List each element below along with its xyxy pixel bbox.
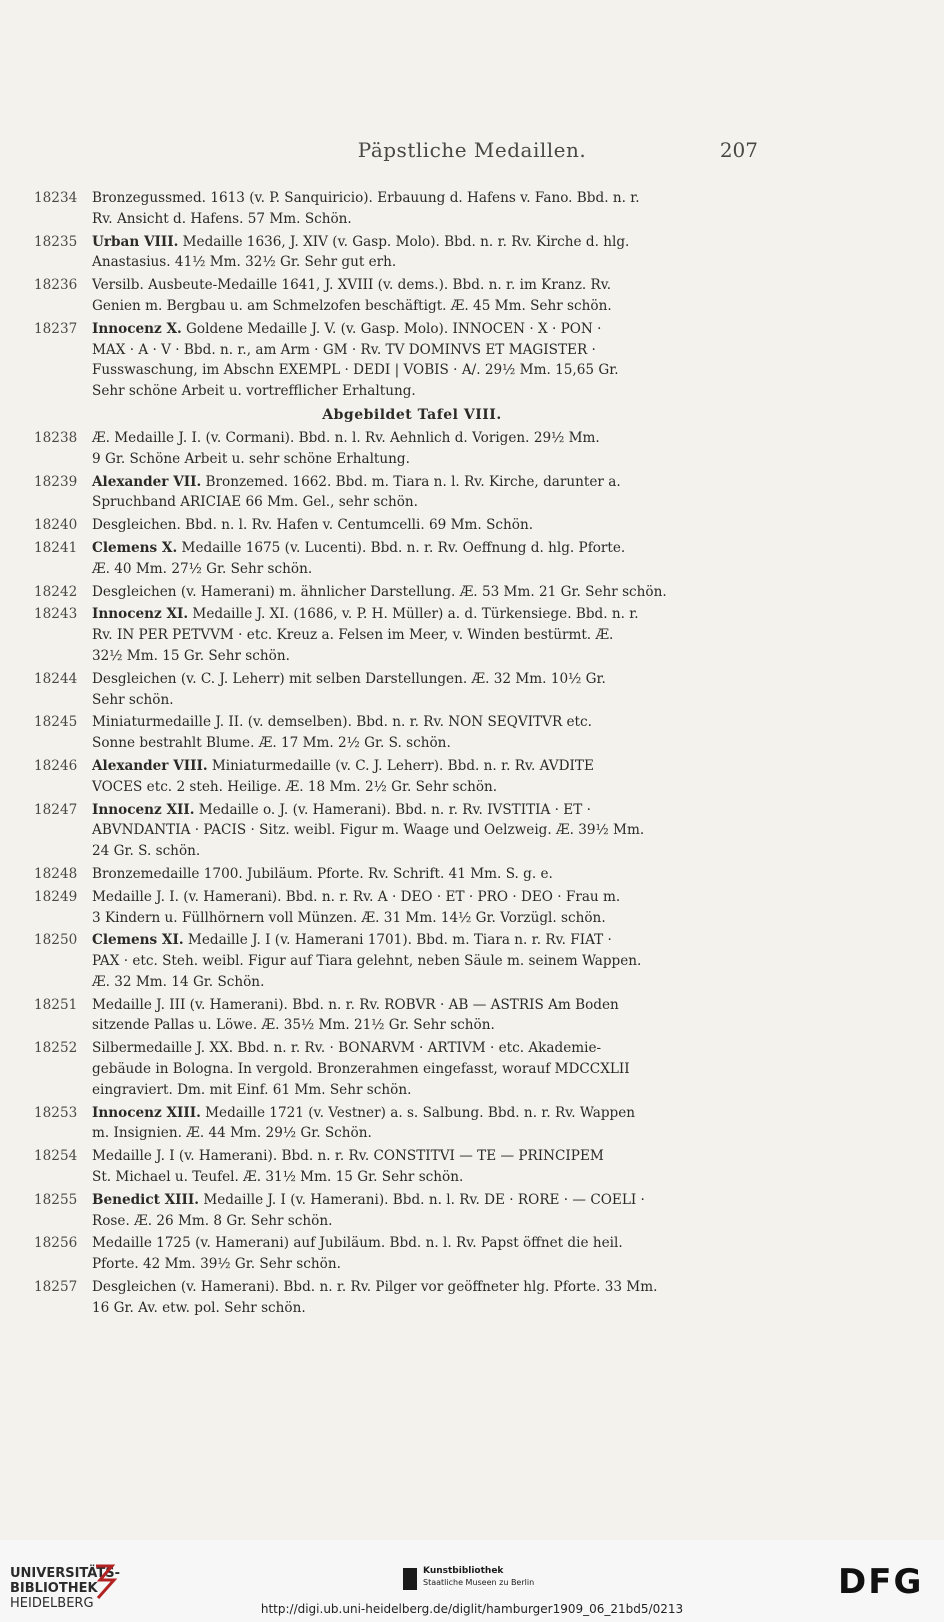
catalog-entry xyxy=(34,995,764,1037)
entry-line xyxy=(92,972,764,993)
entry-text: eingraviert. Dm. mit Einf. 61 Mm. Sehr schön. xyxy=(92,1081,412,1098)
entry-line xyxy=(92,1146,764,1167)
lot-number: 18246 xyxy=(34,757,78,774)
entry-line xyxy=(92,538,764,559)
entry-text: Sonne bestrahlt Blume. Æ. 17 Mm. 2½ Gr. S. schön. xyxy=(92,735,451,752)
lot-number: 18251 xyxy=(34,996,78,1013)
entry-text: 9 Gr. Schöne Arbeit u. sehr schöne Erhaltung. xyxy=(92,450,410,467)
lot-number: 18239 xyxy=(34,473,78,490)
page-title: Päpstliche Medaillen. xyxy=(357,138,587,162)
entry-line xyxy=(92,625,764,646)
entry-line xyxy=(92,1211,764,1232)
entry-text: Goldene Medaille J. V. (v. Gasp. Molo). INNOCEN · X · PON · xyxy=(181,320,602,337)
uni-logo-line3: HEIDELBERG xyxy=(10,1596,94,1611)
entry-line xyxy=(92,669,764,690)
kb-line2: Staatliche Museen zu Berlin xyxy=(423,1578,535,1587)
entry-line xyxy=(92,1123,764,1144)
entry-line xyxy=(92,1038,764,1059)
dfg-logo[interactable]: DFG xyxy=(838,1562,924,1602)
pope-name: Clemens XI. xyxy=(92,932,184,949)
entry-line xyxy=(92,930,764,951)
entry-line xyxy=(92,841,764,862)
entry-text: Medaille J. I (v. Hamerani). Bbd. n. l. Rv. DE · RORE · — COELI · xyxy=(199,1191,645,1208)
entry-line xyxy=(92,733,764,754)
lot-number: 18241 xyxy=(34,539,78,556)
lot-number: 18234 xyxy=(34,190,78,206)
page-header xyxy=(0,138,944,168)
entry-text: Sehr schön. xyxy=(92,691,174,708)
entry-line xyxy=(92,360,764,381)
entry-line xyxy=(92,340,764,361)
entry-line xyxy=(92,777,764,798)
catalog-entry xyxy=(34,188,764,230)
lot-number: 18236 xyxy=(34,277,78,294)
entry-line xyxy=(92,1298,764,1319)
entry-text: ABVNDANTIA · PACIS · Sitz. weibl. Figur m. Waage und Oelzweig. Æ. 39½ Mm. xyxy=(92,822,645,839)
entry-text: Genien m. Bergbau u. am Schmelzofen beschäftigt. Æ. 45 Mm. Sehr schön. xyxy=(92,297,612,314)
entry-line xyxy=(92,449,764,470)
entry-text: Rose. Æ. 26 Mm. 8 Gr. Sehr schön. xyxy=(92,1212,333,1229)
lot-number: 18242 xyxy=(34,583,78,600)
entry-line xyxy=(92,381,764,402)
page-number: 207 xyxy=(719,138,758,162)
entry-line xyxy=(92,800,764,821)
entry-text: Spruchband ARICIAE 66 Mm. Gel., sehr schön. xyxy=(92,494,418,511)
entry-text: Medaille 1675 (v. Lucenti). Bbd. n. r. Rv. Oeffnung d. hlg. Pforte. xyxy=(177,539,626,556)
entry-text: sitzende Pallas u. Löwe. Æ. 35½ Mm. 21½ Gr. Sehr schön. xyxy=(92,1017,495,1034)
entry-line xyxy=(92,428,764,449)
entry-text: 24 Gr. S. schön. xyxy=(92,843,201,860)
catalog-entry xyxy=(34,756,764,798)
entry-text: Medaille J. I (v. Hamerani). Bbd. n. r. Rv. CONSTITVI — TE — PRINCIPEM xyxy=(92,1148,604,1165)
catalog-entry xyxy=(34,1038,764,1100)
lot-number: 18244 xyxy=(34,670,78,687)
catalog-entry xyxy=(34,582,764,603)
catalog-entry xyxy=(34,428,764,470)
catalog-entry xyxy=(34,232,764,274)
catalog-entry xyxy=(34,275,764,317)
entry-line xyxy=(92,1080,764,1101)
entry-text: Bronzemed. 1662. Bbd. m. Tiara n. l. Rv. Kirche, darunter a. xyxy=(201,473,621,490)
entry-line xyxy=(92,1059,764,1080)
entry-text: Desgleichen (v. C. J. Leherr) mit selben Darstellungen. Æ. 32 Mm. 10½ Gr. xyxy=(92,670,606,687)
catalog-entry xyxy=(34,887,764,929)
entry-text: Medaille o. J. (v. Hamerani). Bbd. n. r. Rv. IVSTITIA · ET · xyxy=(194,801,591,818)
entry-line xyxy=(92,296,764,317)
kunstbibliothek-mark-icon xyxy=(403,1568,417,1590)
entry-line xyxy=(92,864,764,885)
lot-number: 18249 xyxy=(34,888,78,905)
lot-number: 18240 xyxy=(34,517,78,534)
lot-number: 18248 xyxy=(34,865,78,882)
pope-name: Benedict XIII. xyxy=(92,1191,199,1208)
catalog-entries xyxy=(34,188,764,1321)
entry-text: 16 Gr. Av. etw. pol. Sehr schön. xyxy=(92,1299,306,1316)
pope-name: Innocenz XIII. xyxy=(92,1104,201,1121)
entry-text: PAX · etc. Steh. weibl. Figur auf Tiara gelehnt, neben Säule m. seinem Wappen. xyxy=(92,953,642,970)
lot-number: 18247 xyxy=(34,801,78,818)
entry-line xyxy=(92,604,764,625)
pope-name: Alexander VII. xyxy=(92,473,202,490)
entry-text: Æ. 32 Mm. 14 Gr. Schön. xyxy=(92,973,265,990)
entry-line xyxy=(92,582,764,603)
lot-number: 18250 xyxy=(34,932,78,949)
entry-line xyxy=(92,319,764,340)
entry-text: Medaille J. III (v. Hamerani). Bbd. n. r. Rv. ROBVR · AB — ASTRIS Am Boden xyxy=(92,996,619,1013)
entry-text: Desgleichen (v. Hamerani) m. ähnlicher Darstellung. Æ. 53 Mm. 21 Gr. Sehr schön. xyxy=(92,583,667,600)
entry-line xyxy=(92,1167,764,1188)
entry-text: Versilb. Ausbeute-Medaille 1641, J. XVIII (v. dems.). Bbd. n. r. im Kranz. Rv. xyxy=(92,277,612,294)
catalog-entry xyxy=(34,538,764,580)
lot-number: 18254 xyxy=(34,1148,78,1165)
lot-number: 18256 xyxy=(34,1235,78,1252)
entry-line xyxy=(92,1103,764,1124)
catalog-entry xyxy=(34,800,764,862)
entry-text: Anastasius. 41½ Mm. 32½ Gr. Sehr gut erh. xyxy=(92,254,397,271)
entry-text: Medaille 1725 (v. Hamerani) auf Jubiläum. Bbd. n. l. Rv. Papst öffnet die heil. xyxy=(92,1235,623,1252)
entry-text: Medaille 1721 (v. Vestner) a. s. Salbung. Bbd. n. r. Rv. Wappen xyxy=(200,1104,636,1121)
entry-line xyxy=(92,995,764,1016)
pope-name: Innocenz XI. xyxy=(92,606,189,623)
entry-text: Medaille J. XI. (1686, v. P. H. Müller) a. d. Türkensiege. Bbd. n. r. xyxy=(188,606,639,623)
lot-number: 18235 xyxy=(34,233,78,250)
catalog-entry xyxy=(34,1103,764,1145)
footer-bar xyxy=(0,1540,944,1622)
entry-text: Bronzemedaille 1700. Jubiläum. Pforte. Rv. Schrift. 41 Mm. S. g. e. xyxy=(92,865,553,882)
entry-text: Desgleichen. Bbd. n. l. Rv. Hafen v. Centumcelli. 69 Mm. Schön. xyxy=(92,517,534,534)
pope-name: Innocenz XII. xyxy=(92,801,195,818)
pope-name: Alexander VIII. xyxy=(92,757,208,774)
kb-line1: Kunstbibliothek xyxy=(423,1566,504,1576)
catalog-entry xyxy=(34,515,764,536)
entry-text: Silbermedaille J. XX. Bbd. n. r. Rv. · BONARVM · ARTIVM · etc. Akademie- xyxy=(92,1040,602,1057)
entry-text: Medaille 1636, J. XIV (v. Gasp. Molo). Bbd. n. r. Rv. Kirche d. hlg. xyxy=(178,233,630,250)
entry-text: gebäude in Bologna. In vergold. Bronzerahmen eingefasst, worauf MDCCXLII xyxy=(92,1061,630,1078)
entry-line xyxy=(92,559,764,580)
lot-number: 18237 xyxy=(34,320,78,337)
entry-line xyxy=(92,1233,764,1254)
entry-line xyxy=(92,820,764,841)
catalog-entry xyxy=(34,1277,764,1319)
entry-line xyxy=(92,908,764,929)
entry-line xyxy=(92,951,764,972)
entry-line xyxy=(92,492,764,513)
catalog-entry xyxy=(34,669,764,711)
lot-number: 18257 xyxy=(34,1279,78,1296)
permalink-url[interactable]: http://digi.ub.uni-heidelberg.de/diglit/hamburger1909_06_21bd5/0213 xyxy=(260,1602,684,1616)
entry-line xyxy=(92,209,764,230)
uni-logo-line2: BIBLIOTHEK xyxy=(10,1581,98,1596)
lot-number: 18245 xyxy=(34,714,78,731)
entry-text: m. Insignien. Æ. 44 Mm. 29½ Gr. Schön. xyxy=(92,1125,372,1142)
entry-text: MAX · A · V · Bbd. n. r., am Arm · GM · Rv. TV DOMINVS ET MAGISTER · xyxy=(92,341,596,358)
catalog-entry xyxy=(34,864,764,885)
entry-line xyxy=(92,252,764,273)
catalog-entry xyxy=(34,604,764,666)
entry-text: Pforte. 42 Mm. 39½ Gr. Sehr schön. xyxy=(92,1256,341,1273)
entry-text: Rv. Ansicht d. Hafens. 57 Mm. Schön. xyxy=(92,210,352,227)
plate-reference: Abgebildet Tafel VIII. xyxy=(322,406,502,423)
catalog-entry xyxy=(34,319,764,402)
entry-line xyxy=(92,887,764,908)
university-mark-icon xyxy=(92,1562,118,1602)
uni-logo-line1: UNIVERSITÄTS- xyxy=(10,1566,120,1581)
entry-line xyxy=(92,275,764,296)
pope-name: Urban VIII. xyxy=(92,233,179,250)
entry-text: Miniaturmedaille J. II. (v. demselben). Bbd. n. r. Rv. NON SEQVITVR etc. xyxy=(92,714,592,731)
catalog-entry xyxy=(34,472,764,514)
entry-line xyxy=(92,1277,764,1298)
entry-text: Miniaturmedaille (v. C. J. Leherr). Bbd. n. r. Rv. AVDITE xyxy=(207,757,594,774)
entry-line xyxy=(92,712,764,733)
catalog-entry xyxy=(34,1146,764,1188)
entry-line xyxy=(92,756,764,777)
entry-text: Æ. Medaille J. I. (v. Cormani). Bbd. n. l. Rv. Aehnlich d. Vorigen. 29½ Mm. xyxy=(92,429,600,446)
pope-name: Innocenz X. xyxy=(92,320,182,337)
catalog-entry xyxy=(34,930,764,992)
entry-text: 32½ Mm. 15 Gr. Sehr schön. xyxy=(92,647,290,664)
entry-line xyxy=(92,232,764,253)
entry-text: Desgleichen (v. Hamerani). Bbd. n. r. Rv. Pilger vor geöffneter hlg. Pforte. 33 Mm. xyxy=(92,1279,658,1296)
catalog-entry xyxy=(34,1190,764,1232)
entry-line xyxy=(92,515,764,536)
catalog-entry xyxy=(34,712,764,754)
entry-text: Æ. 40 Mm. 27½ Gr. Sehr schön. xyxy=(92,560,313,577)
lot-number: 18253 xyxy=(34,1104,78,1121)
entry-line xyxy=(92,646,764,667)
catalog-entry xyxy=(34,1233,764,1275)
entry-text: Medaille J. I (v. Hamerani 1701). Bbd. m. Tiara n. r. Rv. FIAT · xyxy=(183,932,612,949)
entry-text: Sehr schöne Arbeit u. vortrefflicher Erhaltung. xyxy=(92,383,416,400)
entry-text: Medaille J. I. (v. Hamerani). Bbd. n. r. Rv. A · DEO · ET · PRO · DEO · Frau m. xyxy=(92,888,621,905)
entry-text: 3 Kindern u. Füllhörnern voll Münzen. Æ. 31 Mm. 14½ Gr. Vorzügl. schön. xyxy=(92,909,606,926)
entry-text: Bronzegussmed. 1613 (v. P. Sanquiricio). Erbauung d. Hafens v. Fano. Bbd. n. r. xyxy=(92,190,640,206)
entry-line xyxy=(92,1015,764,1036)
lot-number: 18252 xyxy=(34,1040,78,1057)
entry-text: St. Michael u. Teufel. Æ. 31½ Mm. 15 Gr. Sehr schön. xyxy=(92,1169,464,1186)
entry-line xyxy=(92,1254,764,1275)
entry-text: Rv. IN PER PETVVM · etc. Kreuz a. Felsen im Meer, v. Winden bestürmt. Æ. xyxy=(92,627,614,644)
entry-line xyxy=(92,690,764,711)
entry-text: VOCES etc. 2 steh. Heilige. Æ. 18 Mm. 2½ Gr. Sehr schön. xyxy=(92,778,498,795)
lot-number: 18243 xyxy=(34,606,78,623)
entry-line xyxy=(92,472,764,493)
pope-name: Clemens X. xyxy=(92,539,178,556)
lot-number: 18255 xyxy=(34,1191,78,1208)
lot-number: 18238 xyxy=(34,429,78,446)
entry-line xyxy=(92,1190,764,1211)
entry-text: Fusswaschung, im Abschn EXEMPL · DEDI | VOBIS · A/. 29½ Mm. 15,65 Gr. xyxy=(92,362,619,379)
entry-line xyxy=(92,188,764,209)
